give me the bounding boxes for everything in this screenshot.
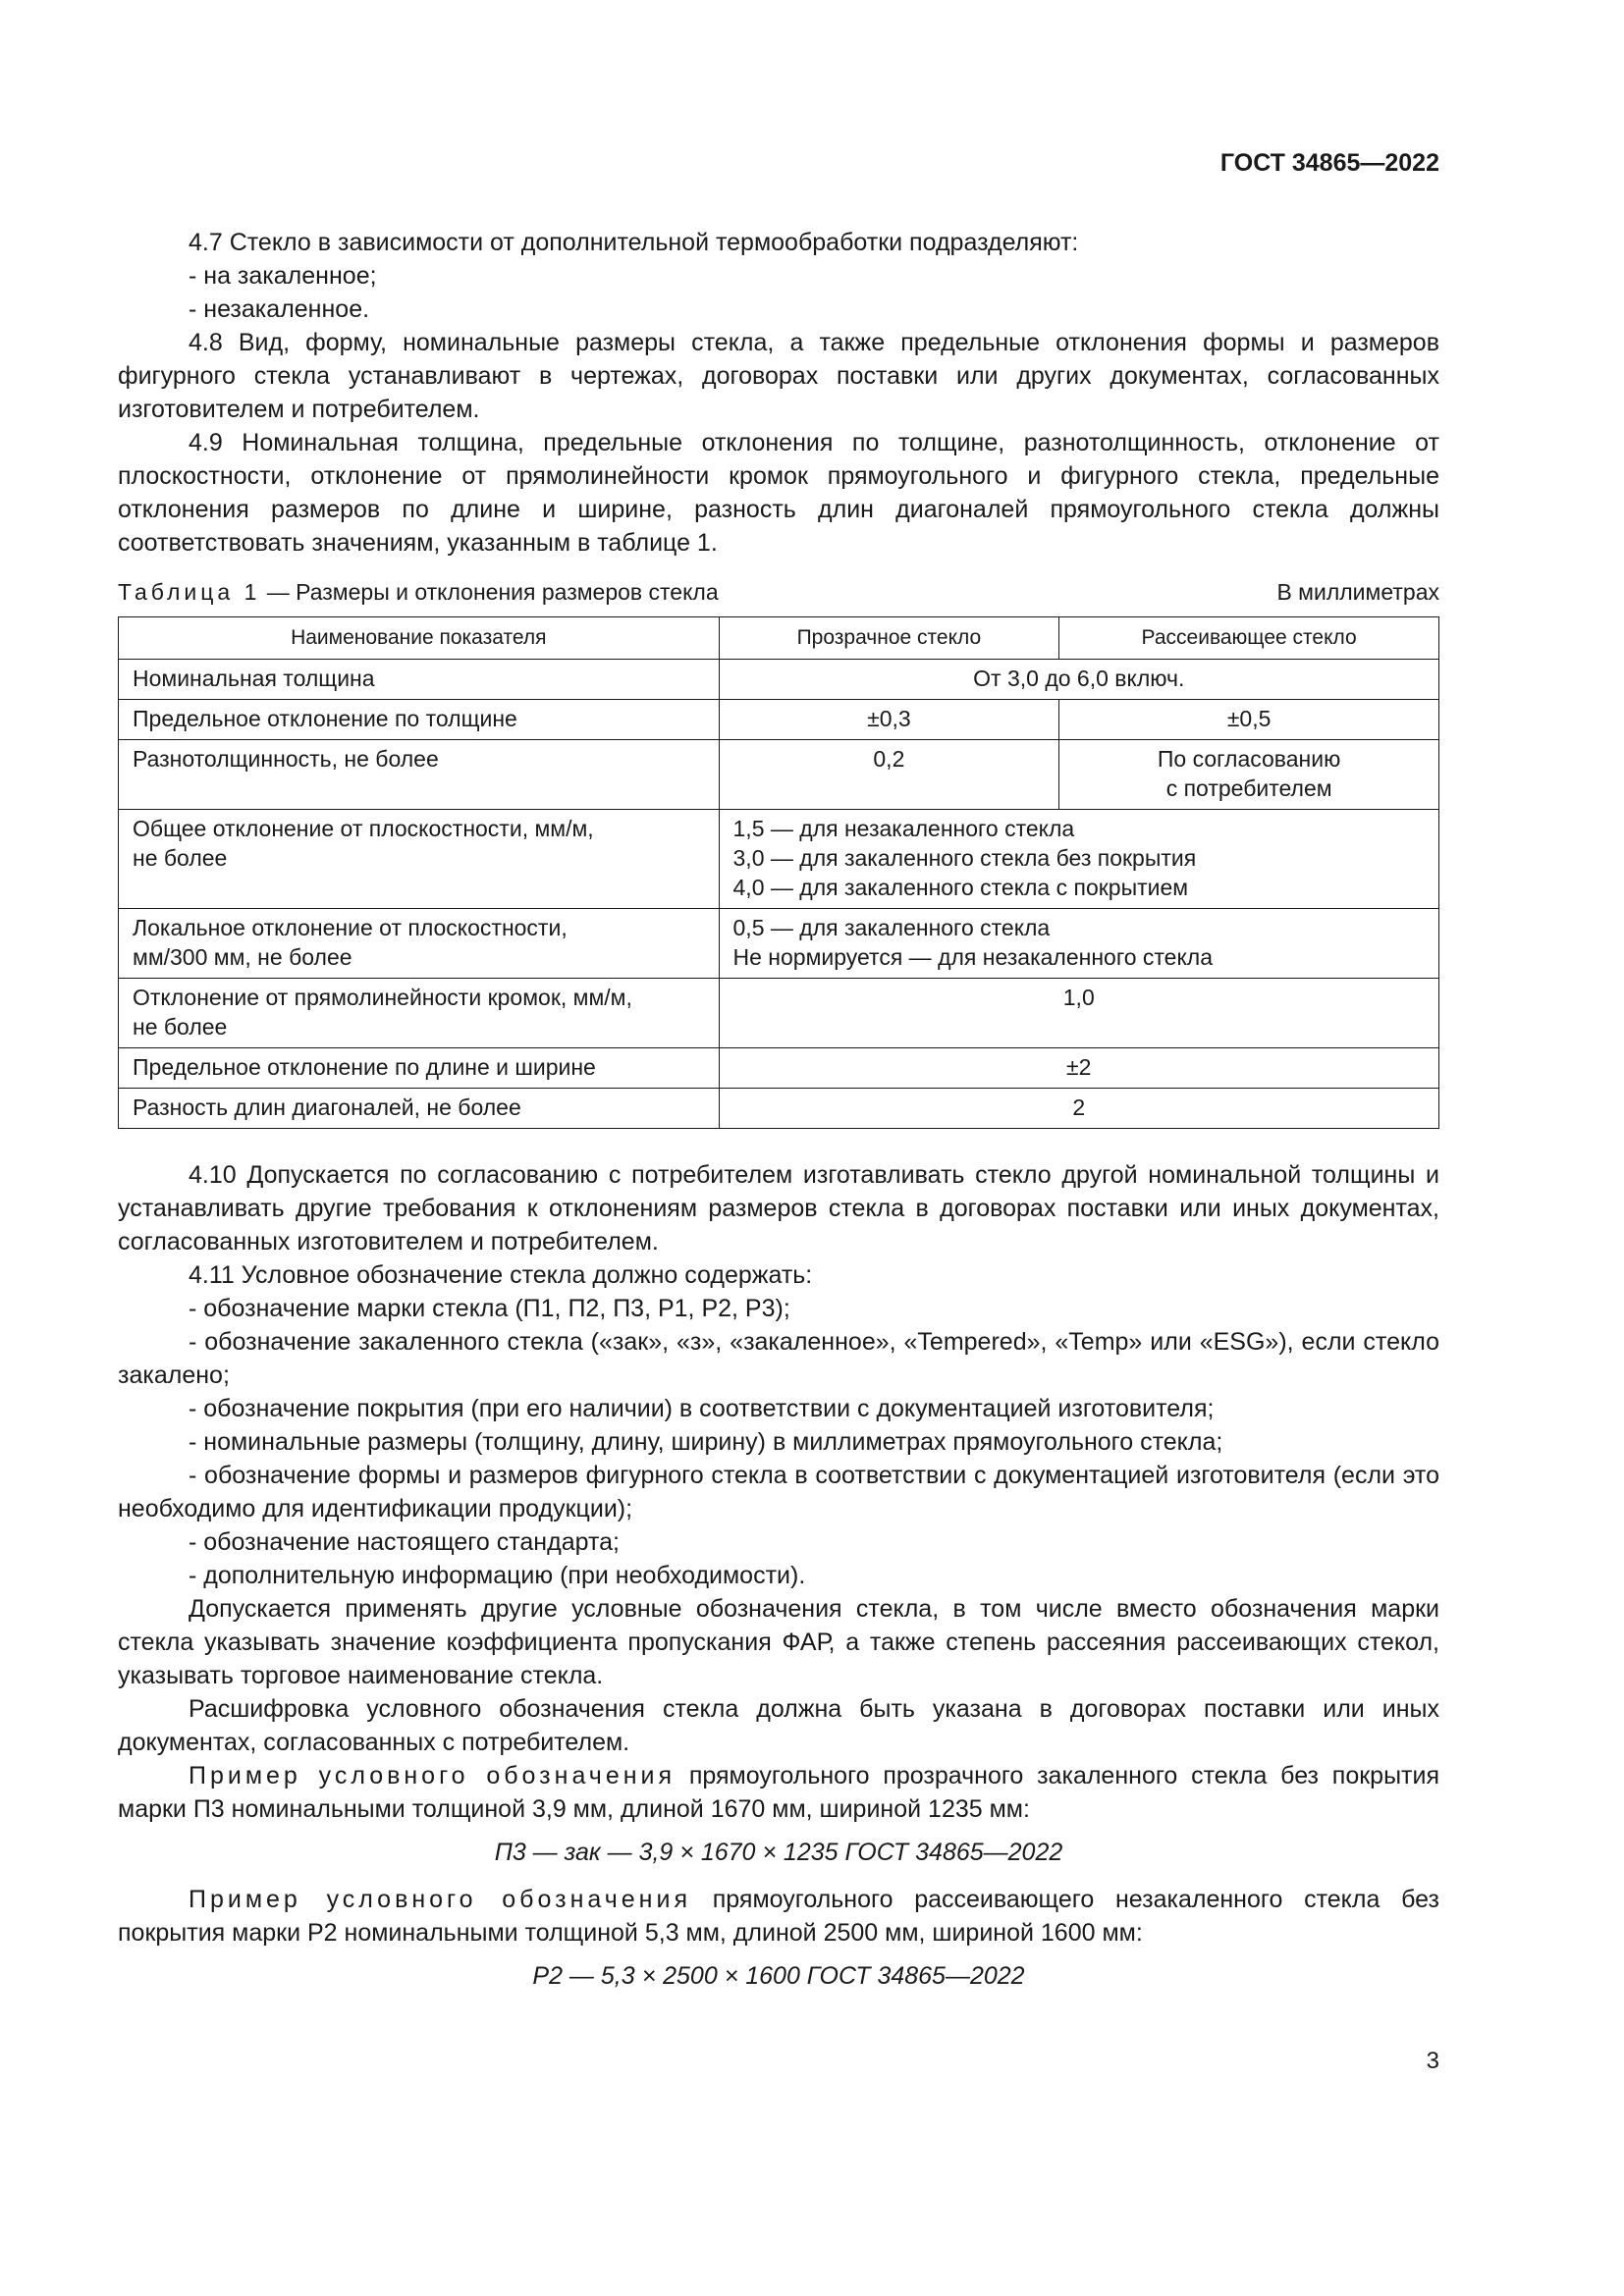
list-item: - номинальные размеры (толщину, длину, ширину) в миллиметрах прямоугольного стекла; xyxy=(189,1428,1223,1456)
cell-value: 0,2 xyxy=(719,740,1059,810)
table-row xyxy=(119,660,1439,700)
table-caption-title: — Размеры и отклонения размеров стекла xyxy=(260,579,719,605)
example-text: прямоугольного прозрачного закаленного стекла без покрытия марки П3 номинальными толщиной 3,9 мм, длиной 1670 мм, шириной 1235 мм: xyxy=(118,1762,1439,1823)
table-units: В миллиметрах xyxy=(1276,579,1439,605)
table-row xyxy=(119,740,1439,810)
table-row xyxy=(119,979,1439,1048)
cell-value xyxy=(1059,740,1439,810)
cell-value xyxy=(719,909,1438,979)
paragraph-4-8: 4.8 Вид, форму, номинальные размеры стекла, а также предельные отклонения формы и размеров фигурного стекла устанавливают в чертежах, договорах поставки или других документах, согласованных изготовителем и потребителем. xyxy=(118,329,1439,423)
list-item: - дополнительную информацию (при необходимости). xyxy=(189,1562,806,1589)
row-label xyxy=(119,909,720,979)
table-caption xyxy=(118,577,719,607)
example-text: прямоугольного рассеивающего незакаленного стекла без покрытия марки Р2 номинальными толщиной 5,3 мм, длиной 2500 мм, шириной 1600 мм: xyxy=(118,1886,1439,1947)
table-1 xyxy=(118,616,1439,1129)
cell-line: 0,5 — для закаленного стекла xyxy=(732,915,1051,940)
row-label: Разность длин диагоналей, не более xyxy=(119,1089,720,1129)
paragraph-4-10: 4.10 Допускается по согласованию с потребителем изготавливать стекло другой номинальной толщины и устанавливать другие требования к отклонениям размеров стекла в договорах поставки или иных документах, согласованных изготовителем и потребителем. xyxy=(118,1161,1439,1255)
paragraph-decode: Расшифровка условного обозначения стекла должна быть указана в договорах поставки или иных документах, согласованных с потребителем. xyxy=(118,1695,1439,1756)
cell-value: ±2 xyxy=(719,1048,1438,1089)
cell-line: Не нормируется — для незакаленного стекла xyxy=(732,944,1214,970)
cell-value: 2 xyxy=(719,1089,1438,1129)
table-row xyxy=(119,810,1439,909)
example-1 xyxy=(118,1759,1439,1826)
document-header: ГОСТ 34865—2022 xyxy=(1219,149,1439,177)
row-label: Разнотолщинность, не более xyxy=(119,740,720,810)
cell-value: ±0,3 xyxy=(719,700,1059,740)
cell-line: По согласованию xyxy=(1157,746,1341,772)
table-row xyxy=(119,1089,1439,1129)
list-item: - обозначение закаленного стекла («зак», «з», «закаленное», «Tempered», «Temp» или «ESG»), если стекло закалено; xyxy=(118,1328,1439,1389)
table-header-row xyxy=(119,617,1439,660)
example-label: Пример условного обозначения xyxy=(189,1886,691,1913)
cell-value: 1,0 xyxy=(719,979,1438,1048)
cell-line: 1,5 — для незакаленного стекла xyxy=(732,816,1075,841)
cell-line: не более xyxy=(133,1014,228,1040)
column-header: Наименование показателя xyxy=(119,617,720,660)
row-label: Предельное отклонение по толщине xyxy=(119,700,720,740)
cell-value: От 3,0 до 6,0 включ. xyxy=(719,660,1438,700)
document-body xyxy=(118,226,1439,2006)
list-item: - на закаленное; xyxy=(189,262,377,290)
cell-line: Отклонение от прямолинейности кромок, мм/м, xyxy=(133,985,632,1010)
table-row xyxy=(119,700,1439,740)
row-label xyxy=(119,810,720,909)
example-2-formula: Р2 — 5,3 × 2500 × 1600 ГОСТ 34865—2022 xyxy=(532,1962,1025,1990)
example-1-formula: П3 — зак — 3,9 × 1670 × 1235 ГОСТ 34865—2022 xyxy=(494,1839,1063,1866)
cell-value xyxy=(719,810,1438,909)
table-caption-label: Таблица 1 xyxy=(118,579,261,605)
paragraph-4-11: 4.11 Условное обозначение стекла должно содержать: xyxy=(189,1261,813,1289)
cell-line: 3,0 — для закаленного стекла без покрытия xyxy=(732,845,1197,871)
table-row xyxy=(119,909,1439,979)
cell-line: Общее отклонение от плоскостности, мм/м, xyxy=(133,816,594,841)
row-label: Предельное отклонение по длине и ширине xyxy=(119,1048,720,1089)
cell-line: не более xyxy=(133,845,228,871)
row-label xyxy=(119,979,720,1048)
cell-line: мм/300 мм, не более xyxy=(133,944,352,970)
table-caption-row xyxy=(118,577,1439,607)
example-2 xyxy=(118,1883,1439,1949)
column-header: Рассеивающее стекло xyxy=(1059,617,1439,660)
example-label: Пример условного обозначения xyxy=(189,1762,677,1789)
paragraph-allow: Допускается применять другие условные обозначения стекла, в том числе вместо обозначения марки стекла указывать значение коэффициента пропускания ФАР, а также степень рассеяния рассеивающих стекол, указывать торговое наименование стекла. xyxy=(118,1595,1439,1689)
section-after-table xyxy=(118,1158,1439,1993)
column-header: Прозрачное стекло xyxy=(719,617,1059,660)
cell-line: 4,0 — для закаленного стекла с покрытием xyxy=(732,875,1189,900)
list-item: - обозначение покрытия (при его наличии) в соответствии с документацией изготовителя; xyxy=(189,1395,1215,1422)
list-item: - обозначение марки стекла (П1, П2, П3, Р1, Р2, Р3); xyxy=(189,1295,790,1322)
page-number: 3 xyxy=(1426,2048,1439,2074)
paragraph-4-9: 4.9 Номинальная толщина, предельные отклонения по толщине, разнотолщинность, отклонение от плоскостности, отклонение от прямолинейности кромок прямоугольного и фигурного стекла, предельные отклонения размеров по длине и ширине, разность длин диагоналей прямоугольного стекла должны соответствовать значениям, указанным в таблице 1. xyxy=(118,429,1439,557)
list-item: - обозначение формы и размеров фигурного стекла в соответствии с документацией изготовителя (если это необходимо для идентификации продукции); xyxy=(118,1462,1439,1522)
cell-value: ±0,5 xyxy=(1059,700,1439,740)
cell-line: с потребителем xyxy=(1165,775,1332,801)
paragraph-4-7: 4.7 Стекло в зависимости от дополнительной термообработки подразделяют: xyxy=(189,229,1079,256)
list-item: - обозначение настоящего стандарта; xyxy=(189,1528,620,1556)
table-row xyxy=(119,1048,1439,1089)
list-item: - незакаленное. xyxy=(189,295,370,323)
row-label: Номинальная толщина xyxy=(119,660,720,700)
cell-line: Локальное отклонение от плоскостности, xyxy=(133,915,568,940)
